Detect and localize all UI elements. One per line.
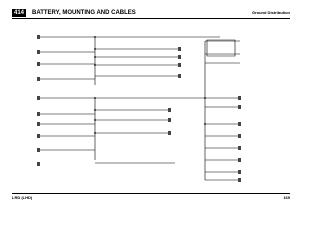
connector-block xyxy=(168,118,171,122)
connector-block xyxy=(168,131,171,135)
connector-block xyxy=(178,55,181,59)
connector-block xyxy=(238,105,241,109)
connector-block xyxy=(238,134,241,138)
connector-block xyxy=(238,178,241,182)
footer-model-code: LRD (LHD) xyxy=(12,195,33,200)
page-title: BATTERY, MOUNTING AND CABLES xyxy=(32,10,136,16)
connector-block xyxy=(178,74,181,78)
connector-block xyxy=(178,63,181,67)
splice-dot xyxy=(94,56,96,58)
splice-dot xyxy=(204,97,206,99)
ground-point xyxy=(37,148,40,152)
connector-block xyxy=(238,122,241,126)
splice-dot xyxy=(94,132,96,134)
section-number-badge: 414 xyxy=(14,10,25,16)
connector-block xyxy=(238,96,241,100)
connector-block xyxy=(238,146,241,150)
ground-point xyxy=(37,62,40,66)
splice-dot xyxy=(94,48,96,50)
ground-point xyxy=(37,112,40,116)
splice-dot xyxy=(94,64,96,66)
ground-point xyxy=(37,35,40,39)
splice-dot xyxy=(94,97,96,99)
splice-dot xyxy=(94,109,96,111)
splice-dot xyxy=(94,36,96,38)
ground-point xyxy=(37,77,40,81)
wiring-lines xyxy=(40,37,240,180)
page-number: 169 xyxy=(283,195,290,200)
connector-block xyxy=(238,158,241,162)
splice-dot xyxy=(204,123,206,125)
ground-point xyxy=(37,50,40,54)
ground-point xyxy=(37,96,40,100)
ground-point xyxy=(37,122,40,126)
ground-point xyxy=(37,134,40,138)
section-name: Ground Distribution xyxy=(252,10,290,15)
connector-block xyxy=(168,108,171,112)
ground-point xyxy=(37,162,40,166)
footer-rule xyxy=(12,193,290,194)
connector-block xyxy=(238,170,241,174)
connector-block xyxy=(178,47,181,51)
splice-dots xyxy=(94,36,206,134)
splice-dot xyxy=(94,119,96,121)
